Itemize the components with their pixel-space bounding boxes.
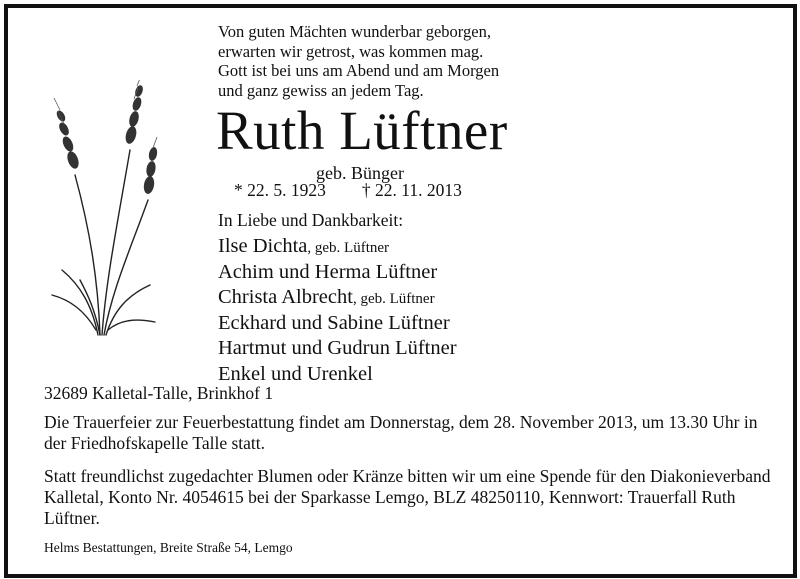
mourners-intro: In Liebe und Dankbarkeit: [218, 210, 404, 230]
mourner-name: Eckhard und Sabine Lüftner [218, 311, 450, 334]
funeral-info: Die Trauerfeier zur Feuerbestattung findet am Donnerstag, dem 28. November 2013, um 13.30 Uhr in der Friedhofskapelle Talle statt. [44, 412, 758, 453]
poem-line: erwarten wir getrost, was kommen mag. [218, 41, 484, 61]
poem [218, 22, 499, 100]
mourner-name: Hartmut und Gudrun Lüftner [218, 337, 457, 359]
mourner-name: Ilse Dichta [218, 235, 308, 257]
mourner-row [218, 261, 457, 287]
mourner-note: , geb. Lüftner [307, 240, 390, 256]
mourners-list [218, 235, 457, 388]
mourner-name: Christa Albrecht [218, 286, 353, 308]
mourner-row [218, 235, 457, 261]
address: 32689 Kalletal-Talle, Brinkhof 1 [44, 383, 274, 403]
life-dates [234, 180, 462, 201]
donation-info: Statt freundlichst zugedachter Blumen oder Kränze bitten wir um eine Spende für den Diakonieverband Kalletal, Konto Nr. 4054615 bei der Sparkasse Lemgo, BLZ 48250110, Kennwort: Trauerfall Ruth Lüftner. [44, 466, 771, 528]
mourner-row [218, 312, 457, 338]
mourner-note: , geb. Lüftner [352, 291, 435, 307]
mourner-name: Achim und Herma Lüftner [218, 260, 438, 283]
birth-name: geb. Bünger [316, 163, 404, 183]
mourner-row [218, 337, 457, 363]
poem-line: und ganz gewiss an jedem Tag. [218, 80, 424, 100]
wheat-icon [40, 80, 170, 340]
funeral-home-footer: Helms Bestattungen, Breite Straße 54, Lemgo [44, 540, 293, 555]
mourner-row [218, 286, 457, 312]
death-date: † 22. 11. 2013 [361, 180, 462, 200]
mourner-name: Enkel und Urenkel [218, 362, 373, 385]
deceased-name: Ruth Lüftner [216, 100, 508, 161]
birth-date: * 22. 5. 1923 [234, 180, 326, 200]
poem-line: Von guten Mächten wunderbar geborgen, [218, 22, 491, 41]
poem-line: Gott ist bei uns am Abend und am Morgen [218, 61, 500, 80]
